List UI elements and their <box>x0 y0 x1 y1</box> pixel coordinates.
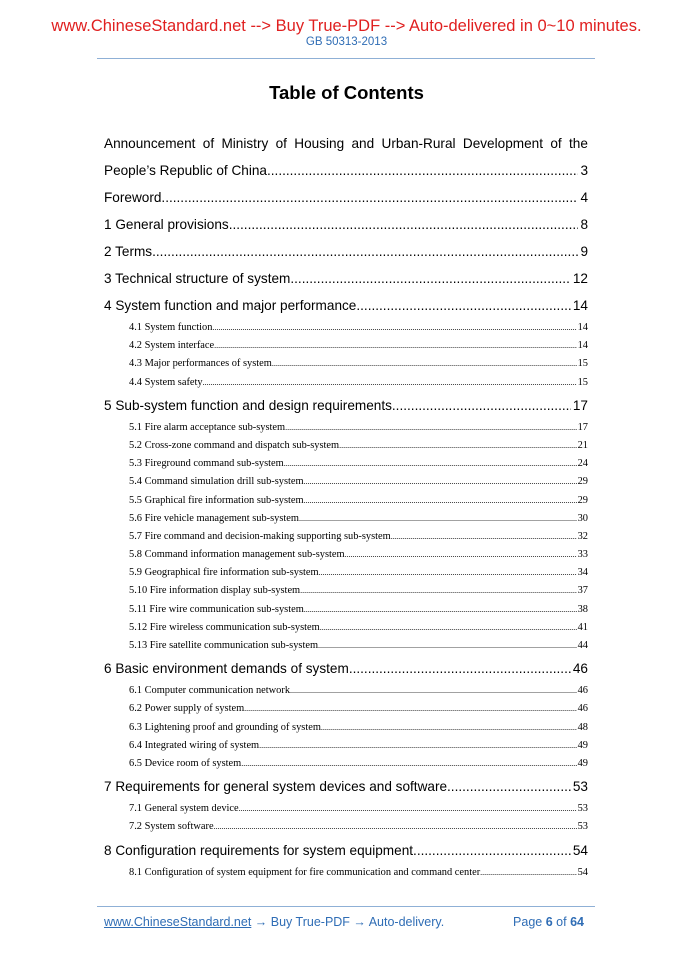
toc-entry-label: 5.7 Fire command and decision-making supporting sub-system <box>129 530 391 542</box>
toc-entry-page: 46 <box>572 661 588 677</box>
toc-entry-label: 4.4 System safety <box>129 376 203 388</box>
dot-leader <box>413 837 571 864</box>
standard-code: GB 50313-2013 <box>305 36 388 48</box>
toc-section-entry[interactable] <box>104 319 588 337</box>
toc-section-entry[interactable] <box>104 510 588 528</box>
toc-entry-label: 3 Technical structure of system <box>104 271 291 286</box>
toc-entry-label: 6.1 Computer communication network <box>129 685 291 697</box>
toc-chapter-entry[interactable] <box>104 655 588 682</box>
page-title: Table of Contents <box>269 82 424 103</box>
toc-entry-label: 4 System function and major performance <box>104 298 357 313</box>
toc-section-entry[interactable] <box>104 355 588 373</box>
toc-entry-page: 54 <box>572 842 588 858</box>
toc-section-entry[interactable] <box>104 528 588 546</box>
toc-section-entry[interactable] <box>104 864 588 882</box>
toc-section-entry[interactable] <box>104 492 588 510</box>
toc-entry-label: 1 General provisions <box>104 217 229 232</box>
dot-leader <box>345 546 577 564</box>
toc-entry-page: 32 <box>577 530 588 542</box>
toc-entry-page: 4 <box>580 190 588 205</box>
toc-entry-page: 38 <box>577 603 588 615</box>
toc-entry-page: 49 <box>577 739 588 751</box>
toc-section-entry[interactable] <box>104 619 588 637</box>
dot-leader <box>299 510 577 528</box>
dot-leader <box>241 755 576 773</box>
toc-entry-page: 54 <box>577 866 588 878</box>
toc-entry-label: 4.2 System interface <box>129 340 215 352</box>
dot-leader <box>319 564 577 582</box>
dot-leader <box>391 528 577 546</box>
toc-entry-label: 5.8 Command information management sub-system <box>129 549 345 561</box>
toc-entry-page: 12 <box>572 271 588 286</box>
dot-leader <box>339 437 577 455</box>
toc-chapter-entry[interactable] <box>104 184 588 211</box>
toc-entry-label: 5.9 Geographical fire information sub-system <box>129 567 319 579</box>
toc-entry-page: 17 <box>577 421 588 433</box>
dot-leader <box>152 238 578 265</box>
toc-entry-label: 4.1 System function <box>129 322 213 333</box>
toc-section-entry[interactable] <box>104 546 588 564</box>
toc-chapter-entry[interactable] <box>104 392 588 419</box>
toc-entry-page: 46 <box>577 703 588 715</box>
toc-entry-page: 30 <box>577 512 588 524</box>
toc-entry-label: 5.2 Cross-zone command and dispatch sub-system <box>129 439 340 451</box>
toc-entry-page: 53 <box>572 779 588 795</box>
toc-entry-page: 53 <box>577 803 588 815</box>
toc-entry-label: 6.2 Power supply of system <box>129 703 245 715</box>
toc-entry-page: 29 <box>577 494 588 506</box>
toc-entry-page: 24 <box>577 458 588 470</box>
toc-entry-label: 6 Basic environment demands of system <box>104 661 349 677</box>
toc-entry-label: 5.1 Fire alarm acceptance sub-system <box>129 421 286 433</box>
toc-section-entry[interactable] <box>104 582 588 600</box>
toc-section-entry[interactable] <box>104 374 588 392</box>
toc-entry-page: 37 <box>577 585 588 597</box>
dot-leader <box>284 455 577 473</box>
toc-chapter-entry[interactable] <box>104 211 588 238</box>
dot-leader <box>239 800 577 818</box>
dot-leader <box>259 737 576 755</box>
dot-leader <box>349 655 571 682</box>
toc-section-entry[interactable] <box>104 719 588 737</box>
toc-section-entry[interactable] <box>104 737 588 755</box>
toc-section-entry[interactable] <box>104 473 588 491</box>
toc-section-entry[interactable] <box>104 682 588 700</box>
dot-leader <box>304 473 577 491</box>
toc-entry-label: Foreword <box>104 190 162 205</box>
dot-leader <box>203 374 577 392</box>
toc-entry-page: 46 <box>577 685 588 697</box>
toc-entry-page: 14 <box>577 340 588 352</box>
toc-entry-page: 15 <box>577 376 588 388</box>
dot-leader <box>318 637 577 655</box>
dot-leader <box>290 682 577 700</box>
toc-entry-label: 7 Requirements for general system devices and software <box>104 779 448 795</box>
dot-leader <box>161 184 578 211</box>
toc-entry-page: 14 <box>572 298 588 313</box>
dot-leader <box>447 773 571 800</box>
toc-entry-page: 53 <box>577 821 588 833</box>
toc-entry-page: 3 <box>580 163 588 178</box>
dot-leader <box>290 265 571 292</box>
toc-entry-label: 8 Configuration requirements for system equipment <box>104 842 414 858</box>
toc-section-entry[interactable] <box>104 700 588 718</box>
dot-leader <box>480 864 576 882</box>
footer-text[interactable]: → Buy True-PDF → Auto-delivery. <box>251 915 445 929</box>
toc-entry-page: 14 <box>577 322 588 333</box>
toc-entry-label-line1: Announcement <box>104 136 196 151</box>
dot-leader <box>272 355 577 373</box>
toc-entry-label: 7.1 General system device <box>129 803 239 815</box>
purchase-banner[interactable]: www.ChineseStandard.net --> Buy True-PDF --> Auto-delivered in 0~10 minutes. <box>51 17 642 35</box>
toc-entry-label: 5.12 Fire wireless communication sub-system <box>129 621 320 633</box>
header-divider <box>97 58 595 59</box>
toc-entry-label: 5.3 Fireground command sub-system <box>129 458 284 470</box>
toc-entry-label-line2: People’s Republic of China <box>104 163 267 178</box>
current-page: 6 <box>545 915 553 929</box>
toc-chapter-entry[interactable] <box>104 773 588 800</box>
toc-entry-label: 7.2 System software <box>129 821 214 833</box>
dot-leader <box>304 601 577 619</box>
toc-entry-page: 41 <box>577 621 588 633</box>
toc-entry-page: 21 <box>577 439 588 451</box>
toc-section-entry[interactable] <box>104 419 588 437</box>
toc-entry-label: 5.5 Graphical fire information sub-system <box>129 494 304 506</box>
toc-section-entry[interactable] <box>104 337 588 355</box>
dot-leader <box>244 700 576 718</box>
toc-entry-page: 15 <box>577 358 588 370</box>
toc-entry-label: 6.5 Device room of system <box>129 757 242 769</box>
toc-entry-label: 5 Sub-system function and design requirements <box>104 397 392 413</box>
toc-entry-page: 29 <box>577 476 588 488</box>
dot-leader <box>229 211 579 238</box>
of-word: of <box>556 915 567 929</box>
toc-chapter-entry[interactable] <box>104 265 588 292</box>
toc-entry-page: 48 <box>577 721 588 733</box>
toc-section-entry[interactable] <box>104 437 588 455</box>
toc-section-entry[interactable] <box>104 455 588 473</box>
toc-entry-page: 44 <box>577 640 588 651</box>
toc-entry-label: 5.11 Fire wire communication sub-system <box>129 603 304 615</box>
dot-leader <box>212 319 576 337</box>
footer-divider <box>97 906 595 907</box>
page-word: Page <box>513 915 543 929</box>
toc-entry-page: 17 <box>572 397 588 413</box>
page-counter <box>513 915 584 929</box>
toc-entry-label: 5.6 Fire vehicle management sub-system <box>129 512 299 524</box>
toc-entry-label: 6.4 Integrated wiring of system <box>129 739 260 751</box>
toc-entry[interactable]: Announcement of Ministry of Housing and Urban-Rural Development of the People’s Republic of China ..... 3 <box>104 130 588 184</box>
table-of-contents <box>104 130 588 882</box>
dot-leader <box>304 492 577 510</box>
toc-chapter-entry[interactable] <box>104 837 588 864</box>
footer-site-link[interactable]: www.ChineseStandard.net <box>104 915 252 929</box>
dot-leader <box>267 157 578 184</box>
dot-leader <box>320 619 577 637</box>
toc-entry-label: 2 Terms <box>104 244 153 259</box>
toc-section-entry[interactable] <box>104 755 588 773</box>
toc-entry-page: 8 <box>580 217 588 232</box>
toc-section-entry[interactable] <box>104 818 588 836</box>
toc-section-entry[interactable] <box>104 637 588 655</box>
toc-entry-page: 9 <box>580 244 588 259</box>
dot-leader <box>356 292 571 319</box>
dot-leader <box>321 719 577 737</box>
toc-entry-label: 5.10 Fire information display sub-system <box>129 585 301 597</box>
toc-entry-label: 4.3 Major performances of system <box>129 358 272 370</box>
toc-section-entry[interactable] <box>104 800 588 818</box>
toc-entry-page: 33 <box>577 549 588 561</box>
toc-entry-label: 6.3 Lightening proof and grounding of system <box>129 721 321 733</box>
toc-chapter-entry[interactable] <box>104 292 588 319</box>
toc-entry-page: 34 <box>577 567 588 579</box>
toc-section-entry[interactable] <box>104 564 588 582</box>
toc-entry-label: 5.13 Fire satellite communication sub-system <box>129 640 319 651</box>
dot-leader <box>214 337 576 355</box>
toc-section-entry[interactable] <box>104 601 588 619</box>
dot-leader <box>392 392 571 419</box>
dot-leader <box>214 818 577 836</box>
dot-leader <box>285 419 577 437</box>
total-pages: 64 <box>570 915 584 929</box>
footer <box>104 915 584 929</box>
toc-entry-label: 8.1 Configuration of system equipment for fire communication and command center <box>129 866 481 878</box>
toc-chapter-entry[interactable] <box>104 238 588 265</box>
toc-entry-label: 5.4 Command simulation drill sub-system <box>129 476 304 488</box>
dot-leader <box>300 582 576 600</box>
toc-entry-page: 49 <box>577 757 588 769</box>
